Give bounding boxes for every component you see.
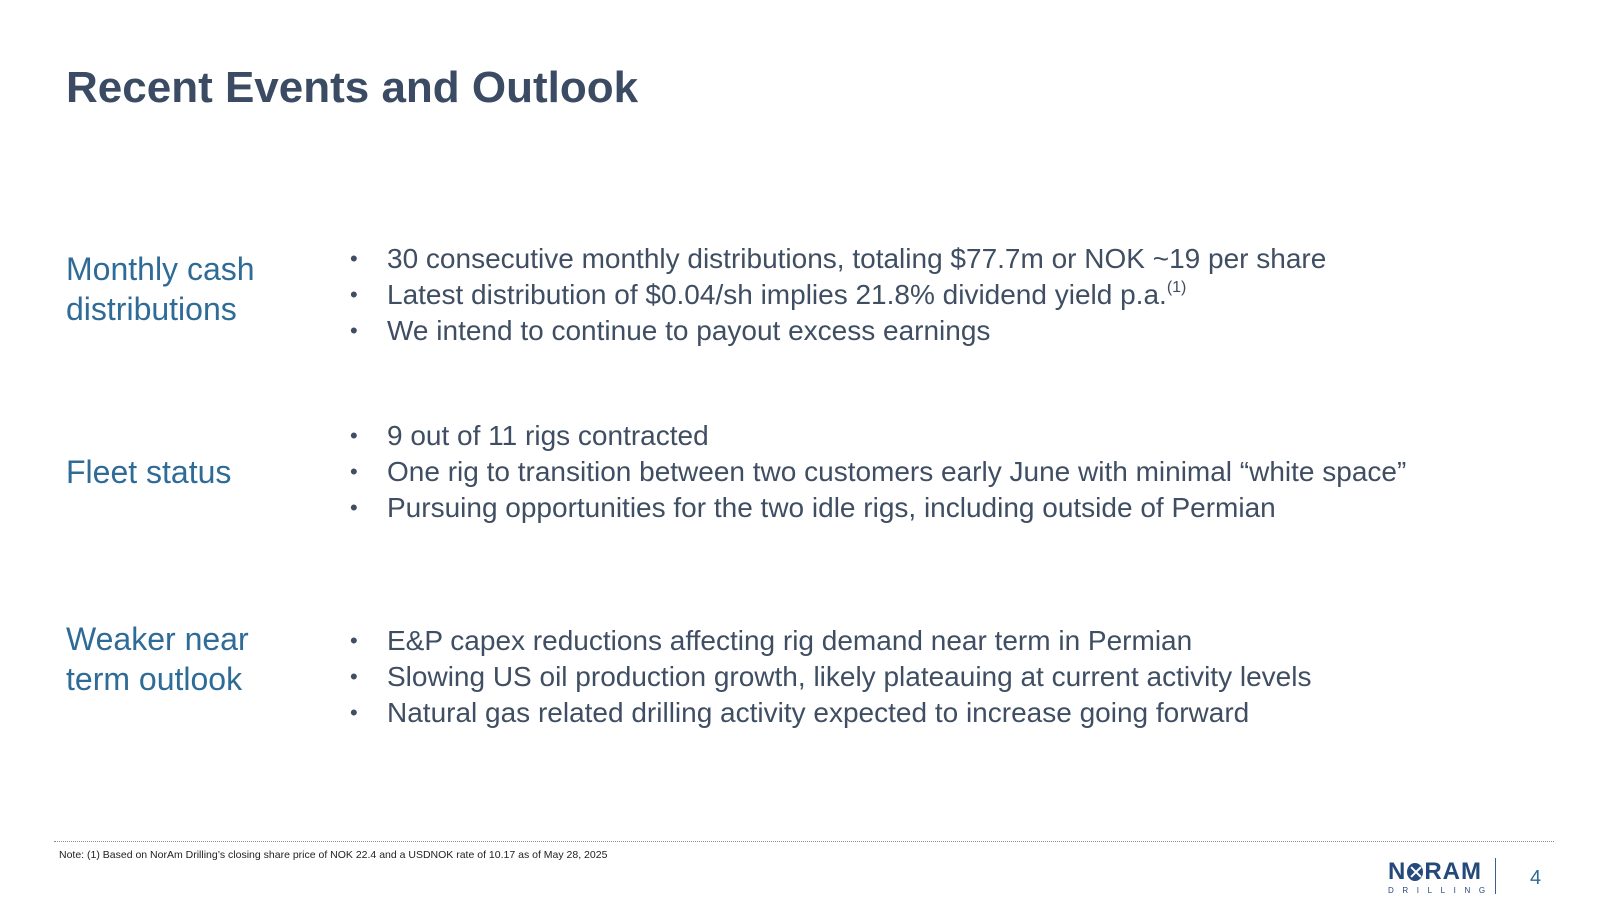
section-label-line: Monthly cash — [66, 251, 255, 287]
bullet-text: We intend to continue to payout excess earnings — [387, 315, 991, 346]
bullet-item — [350, 277, 1326, 313]
logo-letters: RAM — [1424, 858, 1482, 885]
section-label — [66, 452, 231, 492]
page-number: 4 — [1530, 867, 1542, 889]
bullet-item — [350, 659, 1311, 695]
globe-o-icon — [1407, 863, 1423, 881]
bullet-dot: • — [350, 495, 358, 520]
bullet-text: E&P capex reductions affecting rig demand near term in Permian — [387, 625, 1193, 656]
noram-drilling-logo — [1388, 858, 1494, 895]
logo-subtitle: DRILLING — [1388, 886, 1494, 895]
bullet-dot: • — [350, 318, 358, 343]
footnote: Note: (1) Based on NorAm Drilling’s closing share price of NOK 22.4 and a USDNOK rate of 10.17 as of May 28, 2025 — [59, 849, 608, 861]
logo-separator — [1495, 858, 1496, 894]
bullet-item — [350, 418, 1406, 454]
bullet-text: Pursuing opportunities for the two idle rigs, including outside of Permian — [387, 492, 1276, 523]
bullet-list — [350, 241, 1326, 349]
bullet-dot: • — [350, 423, 358, 448]
logo-wordmark — [1388, 860, 1482, 884]
section-label-line: distributions — [66, 291, 237, 327]
bullet-dot: • — [350, 246, 358, 271]
bullet-item — [350, 241, 1326, 277]
bullet-dot: • — [350, 459, 358, 484]
bullet-text: Natural gas related drilling activity expected to increase going forward — [387, 697, 1250, 728]
bullet-text: Slowing US oil production growth, likely plateauing at current activity levels — [387, 661, 1312, 692]
logo-letter: N — [1388, 858, 1407, 885]
bullet-text: 9 out of 11 rigs contracted — [387, 420, 709, 451]
bullet-dot: • — [350, 700, 358, 725]
section-label — [66, 249, 255, 329]
bullet-dot: • — [350, 664, 358, 689]
bullet-text: One rig to transition between two customers early June with minimal “white space” — [387, 456, 1407, 487]
bullet-list — [350, 623, 1311, 731]
section-label-line: term outlook — [66, 661, 243, 697]
bullet-item — [350, 695, 1311, 731]
bullet-dot: • — [350, 282, 358, 307]
bullet-text: 30 consecutive monthly distributions, totaling $77.7m or NOK ~19 per share — [387, 243, 1327, 274]
bullet-list — [350, 418, 1406, 526]
bullet-item — [350, 454, 1406, 490]
slide-title: Recent Events and Outlook — [66, 63, 639, 112]
section-label-line: Fleet status — [66, 454, 232, 490]
bullet-text: Latest distribution of $0.04/sh implies 21.8% dividend yield p.a. — [387, 279, 1167, 310]
bullet-item — [350, 623, 1311, 659]
bullet-dot: • — [350, 628, 358, 653]
footnote-marker: (1) — [1166, 279, 1187, 296]
bullet-item — [350, 313, 1326, 349]
bullet-item — [350, 490, 1406, 526]
footer-divider — [54, 841, 1554, 842]
section-label — [66, 619, 249, 699]
section-label-line: Weaker near — [66, 621, 249, 657]
